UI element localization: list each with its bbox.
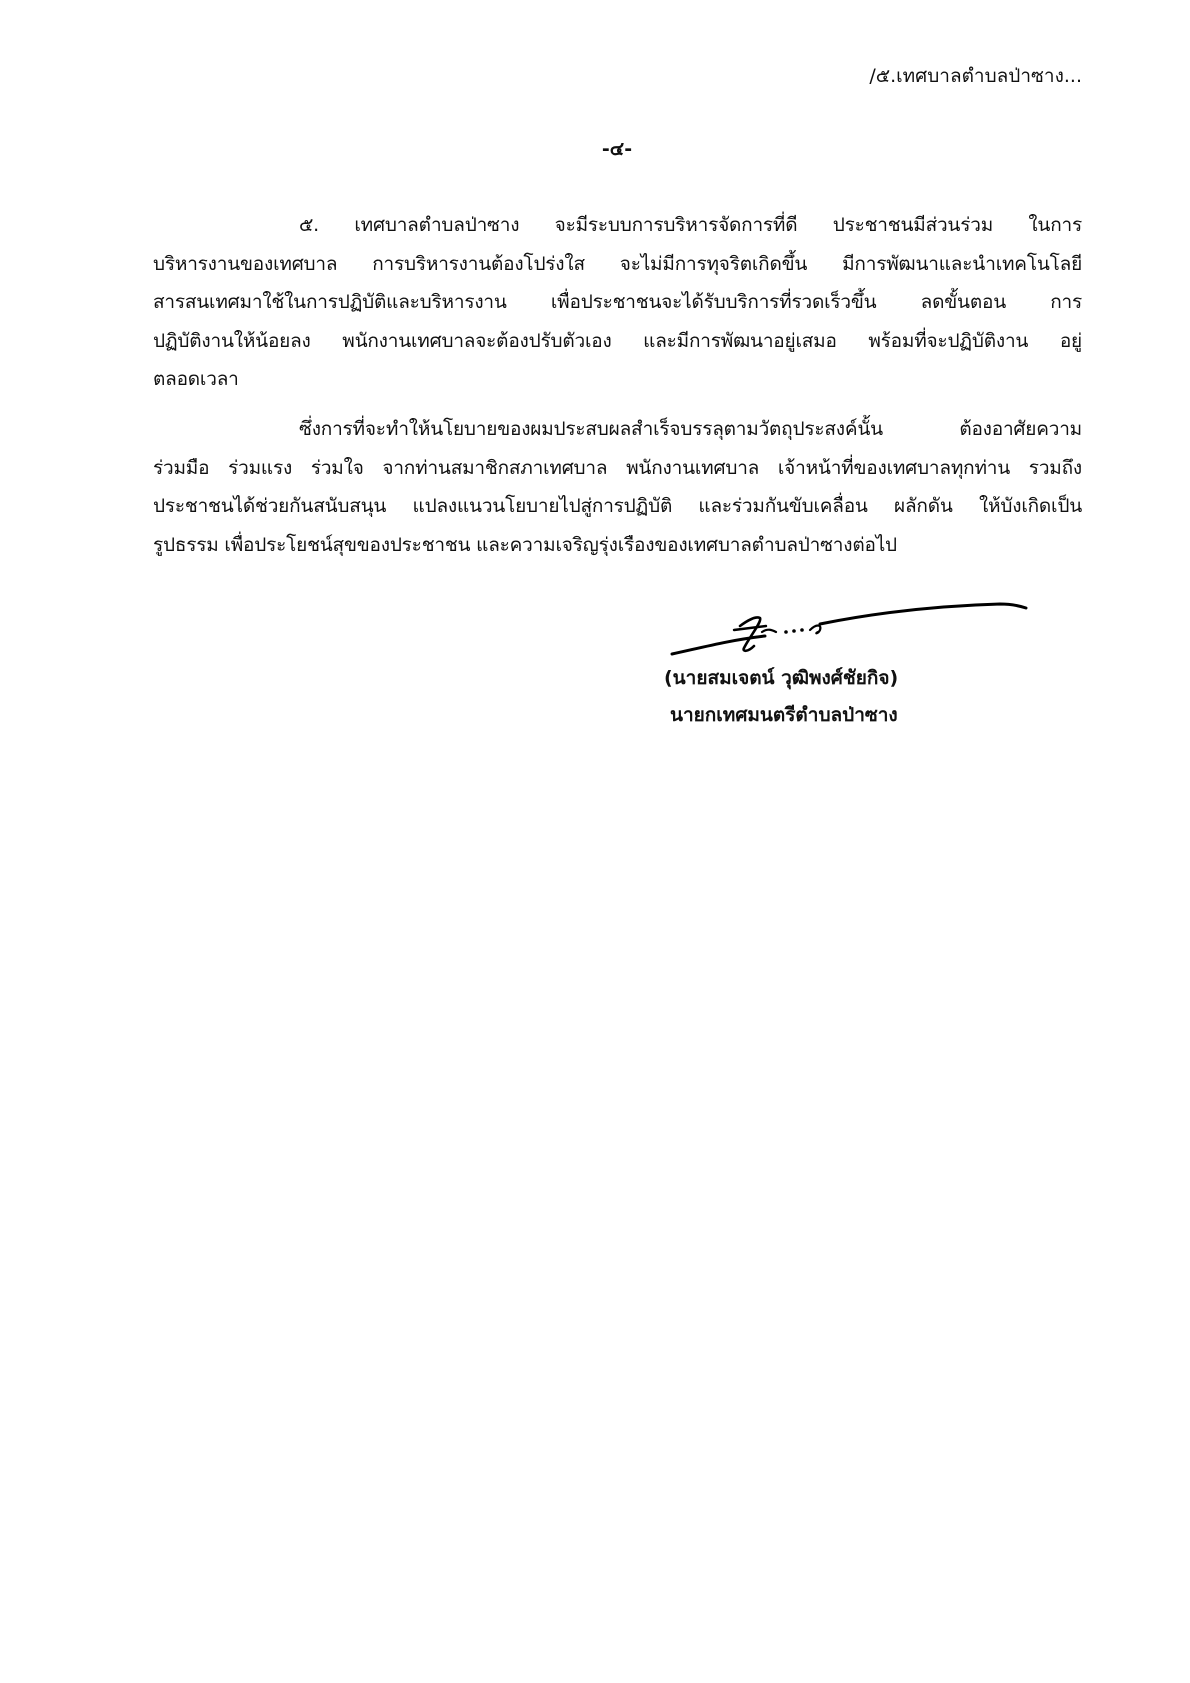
paragraph-line: ร่วมมือ ร่วมแรง ร่วมใจ จากท่านสมาชิกสภาเทศบาล พนักงานเทศบาล เจ้าหน้าที่ของเทศบาลทุกท่าน รวมถึง: [153, 456, 1082, 479]
paragraph-line: ซึ่งการที่จะทำให้นโยบายของผมประสบผลสำเร็จบรรลุตามวัตถุประสงค์นั้น ต้องอาศัยความ: [299, 418, 1082, 440]
paragraph-policy-5: [153, 206, 1082, 399]
paragraph-line: ปฏิบัติงานให้น้อยลง พนักงานเทศบาลจะต้องปรับตัวเอง และมีการพัฒนาอยู่เสมอ พร้อมที่จะปฏิบัติงาน อยู่: [153, 329, 1082, 352]
paragraph-closing: [153, 410, 1082, 564]
paragraph-line: รูปธรรม เพื่อประโยชน์สุขของประชาชน และความเจริญรุ่งเรืองของเทศบาลตำบลป่าซางต่อไป: [153, 533, 897, 556]
continuation-note: /๕.เทศบาลตำบลป่าซาง...: [869, 65, 1082, 87]
paragraph-line: บริหารงานของเทศบาล การบริหารงานต้องโปร่งใส จะไม่มีการทุจริตเกิดขึ้น มีการพัฒนาและนำเทคโนโลยี: [153, 252, 1082, 275]
signer-name: (นายสมเจตน์ วุฒิพงศ์ชัยกิจ): [664, 667, 899, 689]
paragraph-line: ประชาชนได้ช่วยกันสนับสนุน แปลงแนวนโยบายไปสู่การปฏิบัติ และร่วมกันขับเคลื่อน ผลักดัน ให้บังเกิดเป็น: [153, 495, 1082, 517]
page-number: -๔-: [601, 138, 633, 160]
paragraph-line: สารสนเทศมาใช้ในการปฏิบัติและบริหารงาน เพื่อประชาชนจะได้รับบริการที่รวดเร็วขึ้น ลดขั้นตอน การ: [153, 291, 1082, 313]
signer-title: นายกเทศมนตรีตำบลป่าซาง: [670, 704, 898, 726]
handwritten-signature: [670, 596, 1030, 658]
paragraph-line: ๕. เทศบาลตำบลป่าซาง จะมีระบบการบริหารจัดการที่ดี ประชาชนมีส่วนร่วม ในการ: [299, 214, 1082, 236]
paragraph-line: ตลอดเวลา: [153, 368, 239, 390]
